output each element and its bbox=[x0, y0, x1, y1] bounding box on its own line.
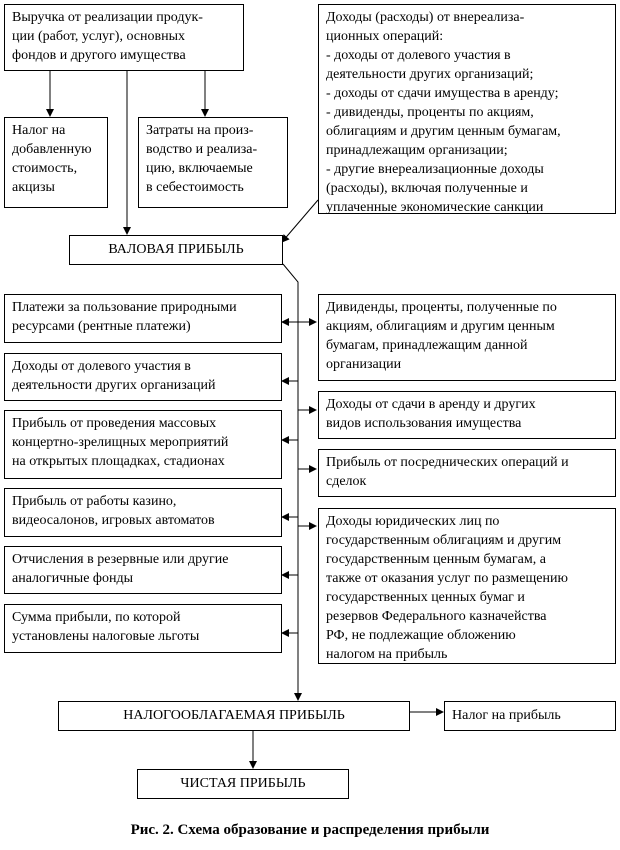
rent-income-text: Доходы от сдачи в аренду и других видов использования имущества bbox=[326, 397, 536, 431]
natural-resources-text: Платежи за пользование природными ресурсами (рентные платежи) bbox=[12, 300, 237, 334]
natural-resources-box bbox=[4, 294, 282, 343]
net-profit-text: ЧИСТАЯ ПРИБЫЛЬ bbox=[180, 776, 306, 791]
tax-benefits-text: Сумма прибыли, по которой установлены налоговые льготы bbox=[12, 610, 200, 644]
gov-bonds-income-box bbox=[318, 508, 616, 664]
rent-income-box bbox=[318, 391, 616, 439]
reserve-funds-text: Отчисления в резервные или другие аналогичные фонды bbox=[12, 552, 229, 586]
figure-caption: Рис. 2. Схема образование и распределения прибыли bbox=[130, 822, 490, 838]
profit-tax-text: Налог на прибыль bbox=[452, 708, 561, 723]
vat-box bbox=[4, 117, 108, 208]
nonoperating-text: Доходы (расходы) от внереализа- ционных операций: - доходы от долевого участия в деятельности других организаций; - доходы от сдачи имущества в аренду; - дивиденды, проценты по акциям, облигациям и другим ценным бумагам, принадлежащим организации; - другие внереализационные доходы (расходы), включая полученные и уплаченные экономические санкции bbox=[326, 10, 561, 215]
gross-profit-text: ВАЛОВАЯ ПРИБЫЛЬ bbox=[108, 242, 244, 257]
casino-profit-text: Прибыль от работы казино, видеосалонов, игровых автоматов bbox=[12, 494, 215, 528]
casino-profit-box bbox=[4, 488, 282, 537]
revenue-box bbox=[4, 4, 244, 71]
taxable-profit-text: НАЛОГООБЛАГАЕМАЯ ПРИБЫЛЬ bbox=[123, 708, 345, 723]
revenue-text: Выручка от реализации продук- ции (работ, услуг), основных фондов и другого имущества bbox=[12, 10, 203, 63]
dividends-text: Дивиденды, проценты, полученные по акциям, облигациям и другим ценным бумагам, принадлежащим данной организации bbox=[326, 300, 557, 372]
costs-text: Затраты на произ- водство и реализа- цию, включаемые в себестоимость bbox=[146, 123, 258, 195]
tax-benefits-box bbox=[4, 604, 282, 653]
taxable-profit-box bbox=[58, 701, 410, 731]
dividends-box bbox=[318, 294, 616, 381]
events-profit-text: Прибыль от проведения массовых концертно-зрелищных мероприятий на открытых площадках, стадионах bbox=[12, 416, 229, 469]
main-trunk-line bbox=[283, 264, 298, 700]
equity-income-text: Доходы от долевого участия в деятельности других организаций bbox=[12, 359, 216, 393]
vat-text: Налог на добавленную стоимость, акцизы bbox=[12, 123, 92, 195]
gross-profit-box bbox=[69, 235, 283, 265]
equity-income-box bbox=[4, 353, 282, 401]
events-profit-box bbox=[4, 410, 282, 479]
profit-tax-box bbox=[444, 701, 616, 731]
net-profit-box bbox=[137, 769, 349, 799]
gov-bonds-income-text: Доходы юридических лиц по государственным облигациям и другим государственным ценным бумагам, а также от оказания услуг по размещению государственных ценных бумаг и резервов Федерального казначейства РФ, не подлежащие обложению налогом на прибыль bbox=[326, 514, 568, 662]
intermediary-profit-box bbox=[318, 449, 616, 497]
intermediary-profit-text: Прибыль от посреднических операций и сделок bbox=[326, 455, 569, 489]
reserve-funds-box bbox=[4, 546, 282, 594]
costs-box bbox=[138, 117, 288, 208]
nonoperating-box bbox=[318, 4, 616, 214]
